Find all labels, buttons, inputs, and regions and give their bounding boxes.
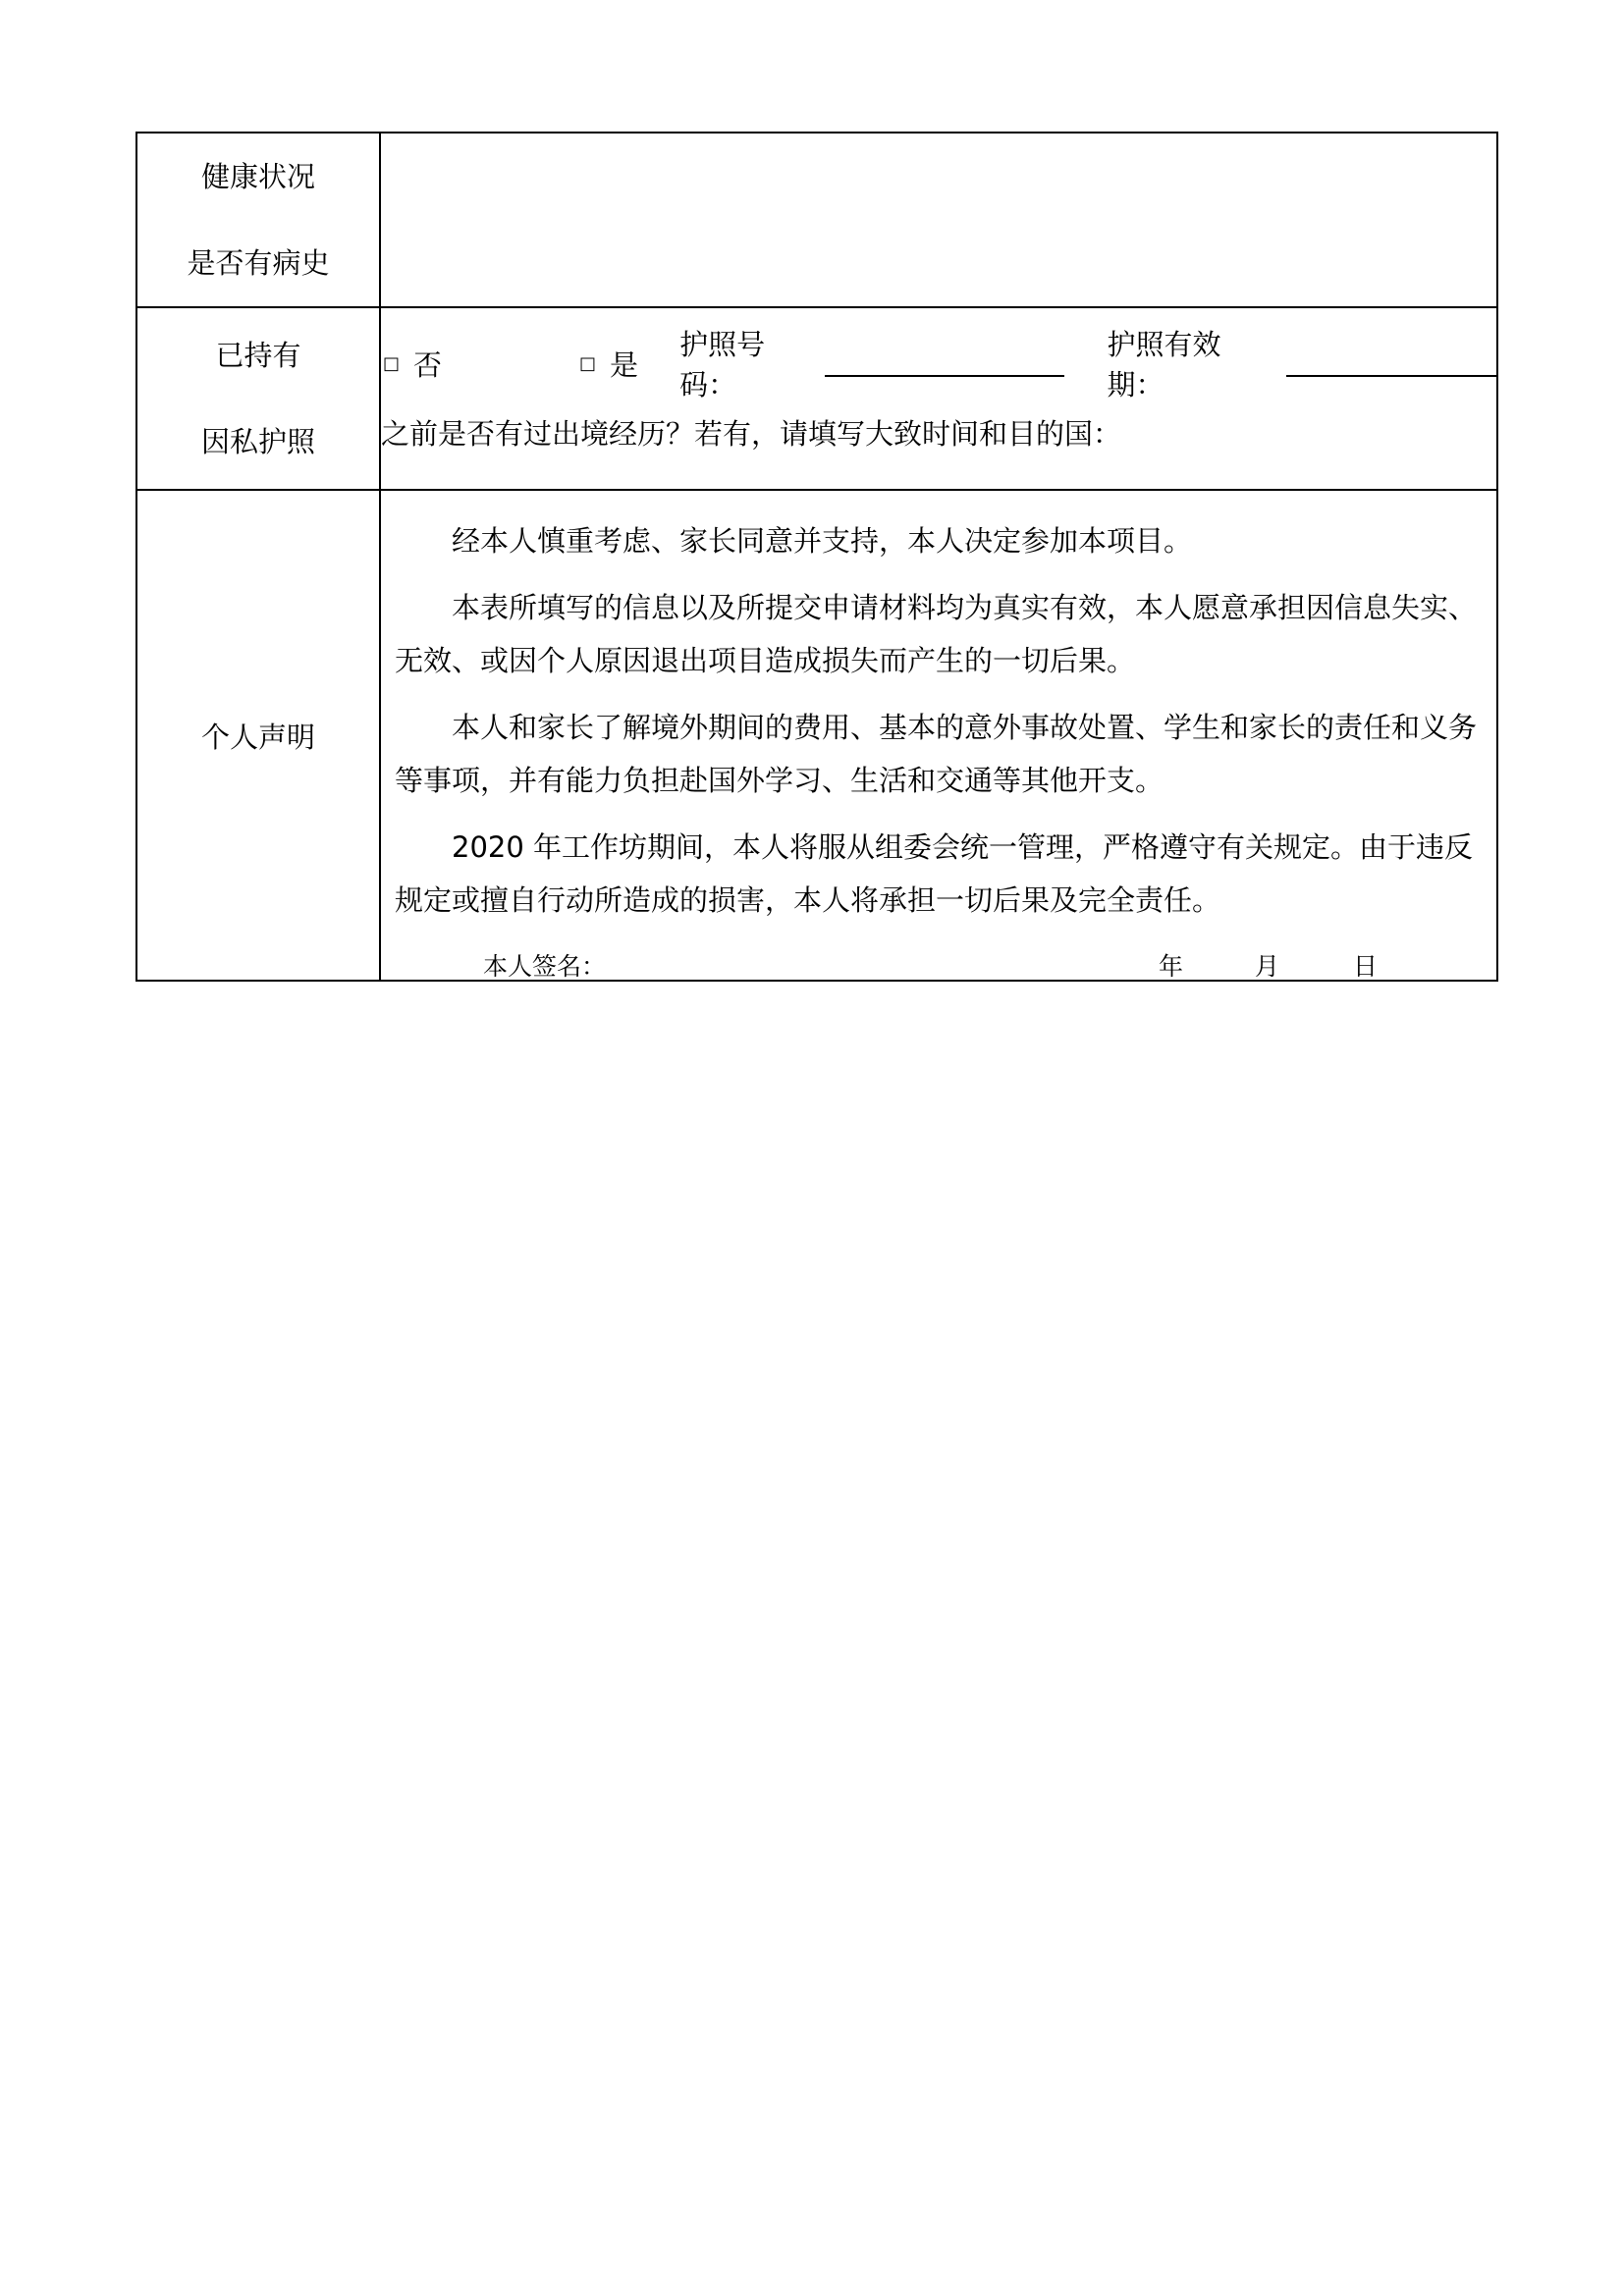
- checkbox-icon[interactable]: □: [383, 352, 401, 374]
- passport-label-cell: [136, 307, 380, 490]
- passport-option-yes[interactable]: [579, 344, 638, 384]
- statement-label: 个人声明: [136, 490, 380, 981]
- application-form-table: [135, 132, 1498, 982]
- passport-content-cell: [380, 307, 1497, 490]
- passport-option-no[interactable]: [383, 344, 442, 384]
- statement-body: [381, 491, 1496, 980]
- date-day-label: 日: [1353, 952, 1379, 981]
- checkbox-icon[interactable]: □: [579, 352, 597, 374]
- health-value-field[interactable]: [380, 133, 1497, 307]
- date-year-label: 年: [1159, 952, 1184, 981]
- statement-row: [136, 490, 1497, 981]
- option-yes-label: 是: [610, 347, 639, 382]
- passport-number-field[interactable]: [825, 349, 1063, 377]
- travel-history-question: 之前是否有过出境经历？若有，请填写大致时间和目的国：: [381, 417, 1122, 451]
- passport-row: [136, 307, 1497, 490]
- date-month-label: 月: [1255, 952, 1280, 981]
- statement-paragraph: 2020 年工作坊期间，本人将服从组委会统一管理，严格遵守有关规定。由于违反规定或擅自行动所造成的损害，本人将承担一切后果及完全责任。: [395, 830, 1474, 917]
- health-label-cell: [136, 133, 380, 307]
- health-label-line2: 是否有病史: [187, 246, 330, 280]
- statement-paragraph: 本人和家长了解境外期间的费用、基本的意外事故处置、学生和家长的责任和义务等事项，并有能力负担赴国外学习、生活和交通等其他开支。: [395, 711, 1478, 797]
- health-row: [136, 133, 1497, 307]
- statement-paragraph: 本表所填写的信息以及所提交申请材料均为真实有效，本人愿意承担因信息失实、无效、或因个人原因退出项目造成损失而产生的一切后果。: [395, 591, 1478, 677]
- health-label-line1: 健康状况: [200, 160, 315, 193]
- passport-label-line1: 已持有: [215, 339, 301, 372]
- passport-validity-field[interactable]: [1286, 349, 1496, 377]
- statement-content-cell: [380, 490, 1497, 981]
- passport-validity-label: 护照有效期：: [1107, 328, 1221, 401]
- statement-paragraph: 经本人慎重考虑、家长同意并支持，本人决定参加本项目。: [452, 524, 1193, 558]
- signature-row: [395, 940, 1483, 980]
- passport-label-line2: 因私护照: [200, 425, 315, 458]
- passport-options-line: [381, 328, 1496, 399]
- option-no-label: 否: [413, 347, 443, 382]
- passport-number-label: 护照号码：: [679, 328, 766, 401]
- signature-label: 本人签名：: [483, 952, 607, 981]
